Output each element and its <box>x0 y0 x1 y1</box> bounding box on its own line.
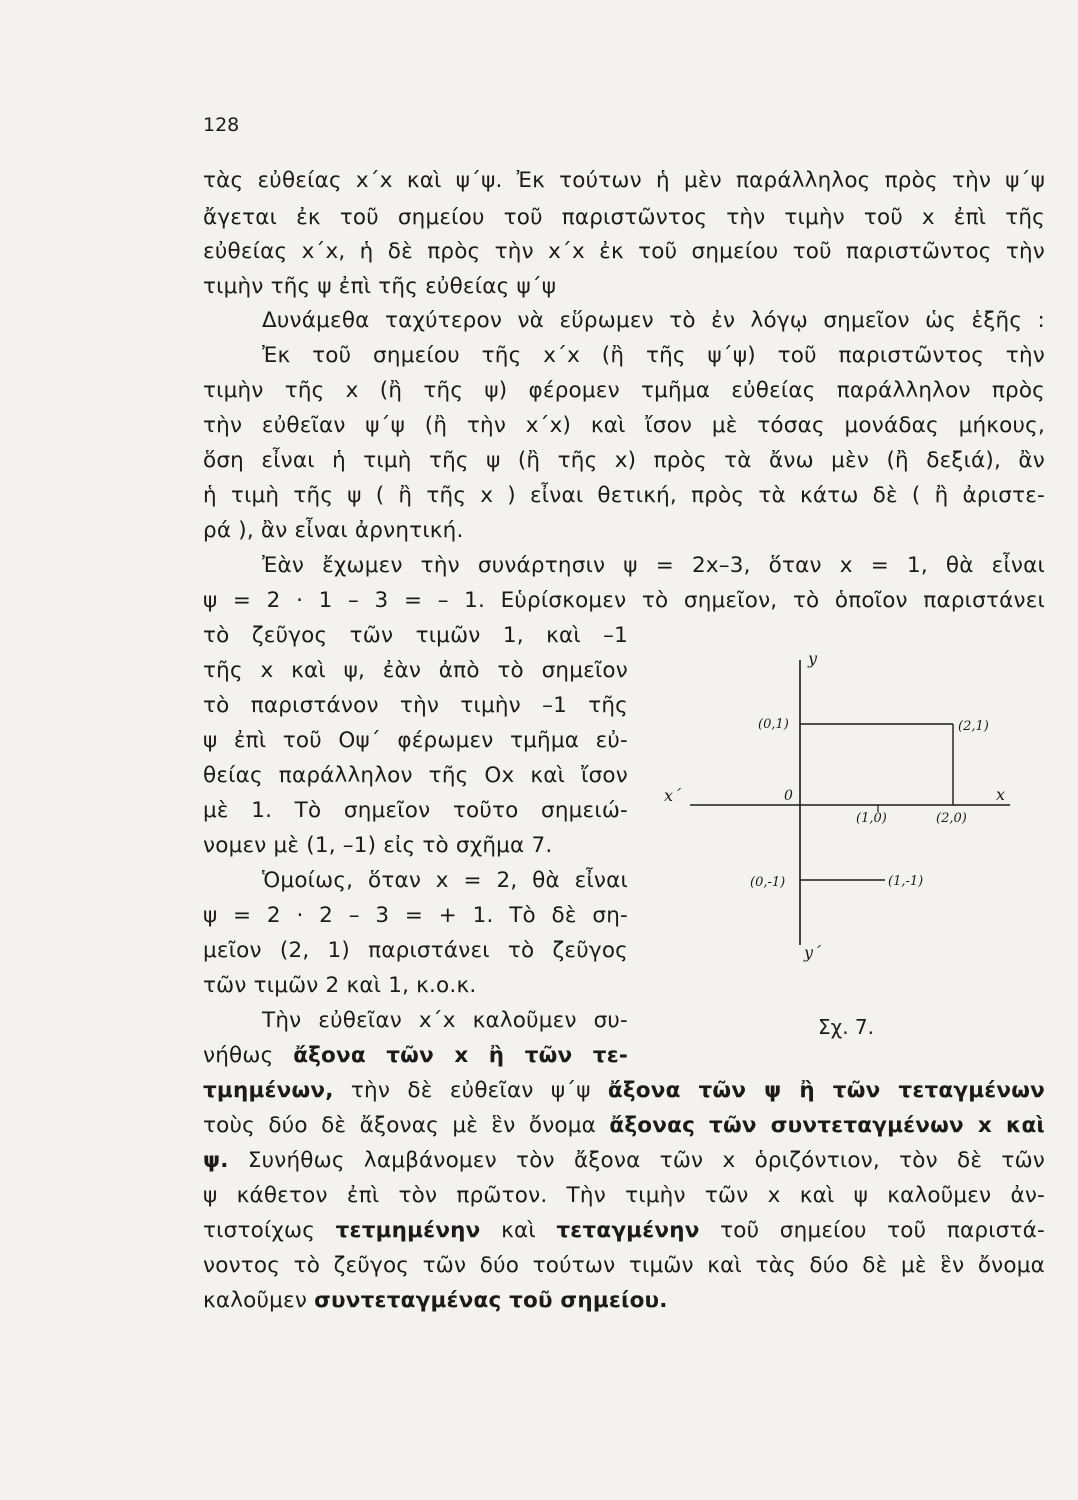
text-run: καλοῦμεν <box>203 1288 315 1313</box>
label-x-prime: x΄ <box>664 786 682 805</box>
text-line: τῆς x καὶ ψ, ἐὰν ἀπὸ τὸ σημεῖον <box>203 658 628 683</box>
text-line: Ἐὰν ἔχωμεν τὴν συνάρτησιν ψ = 2x–3, ὅταν x = 1, θὰ εἶναι <box>262 553 1045 578</box>
text-line: Ὁμοίως, ὅταν x = 2, θὰ εἶναι <box>262 868 628 893</box>
label-point-0-1: (0,1) <box>758 717 789 732</box>
label-point-2-0: (2,0) <box>936 811 967 826</box>
text-line: θείας παράλληλον τῆς Οx καὶ ἴσον <box>203 763 628 788</box>
figure-caption: Σχ. 7. <box>818 1015 874 1039</box>
text-line: ἄγεται ἐκ τοῦ σημείου τοῦ παριστῶντος τὴν τιμὴν τοῦ x ἐπὶ τῆς <box>203 205 1045 230</box>
text-line: τιμὴν τῆς ψ ἐπὶ τῆς εὐθείας ψ΄ψ <box>203 274 557 299</box>
text-line <box>203 1076 1045 1106</box>
label-origin: 0 <box>784 788 793 804</box>
text-line <box>203 1041 628 1071</box>
text-run: τιστοίχως <box>203 1218 336 1243</box>
text-line: ὅση εἶναι ἡ τιμὴ τῆς ψ (ἢ τῆς x) πρὸς τὰ ἄνω μὲν (ἢ δεξιά), ἂν <box>203 448 1045 473</box>
coordinate-figure <box>650 640 1030 970</box>
text-line: ψ κάθετον ἐπὶ τὸν πρῶτον. Τὴν τιμὴν τῶν x καὶ ψ καλοῦμεν ἀν- <box>203 1183 1045 1208</box>
bold-term: ἄξονα τῶν ψ ἢ τῶν τεταγμένων <box>607 1078 1045 1103</box>
page-number: 128 <box>203 114 240 136</box>
text-line: ἡ τιμὴ τῆς ψ ( ἢ τῆς x ) εἶναι θετική, πρὸς τὰ κάτω δὲ ( ἢ ἀριστε- <box>203 483 1045 508</box>
text-line: ψ ἐπὶ τοῦ Οψ΄ φέρωμεν τμῆμα εὐ- <box>203 728 628 753</box>
label-point-2-1: (2,1) <box>958 719 989 734</box>
text-run: τοὺς δύο δὲ ἄξονας μὲ ἓν ὄνομα <box>203 1113 610 1138</box>
text-run: τὴν δὲ εὐθεῖαν ψ΄ψ <box>333 1078 608 1103</box>
bold-term: ἄξονα τῶν x ἢ τῶν τε- <box>293 1043 628 1068</box>
text-line: τὸ ζεῦγος τῶν τιμῶν 1, καὶ –1 <box>203 623 628 648</box>
text-line: Δυνάμεθα ταχύτερον νὰ εὕρωμεν τὸ ἐν λόγῳ σημεῖον ὡς ἑξῆς : <box>262 308 1045 333</box>
label-point-0-m1: (0,-1) <box>750 875 786 890</box>
label-point-1-m1: (1,-1) <box>888 874 924 889</box>
text-line: εὐθείας x΄x, ἡ δὲ πρὸς τὴν x΄x ἐκ τοῦ σημείου τοῦ παριστῶντος τὴν <box>203 239 1045 264</box>
text-line: τὸ παριστάνον τὴν τιμὴν –1 τῆς <box>203 693 628 718</box>
text-line <box>203 1111 1045 1141</box>
text-line <box>203 1286 668 1316</box>
label-y: y <box>808 649 818 668</box>
bold-term: τεταγμένην <box>556 1218 700 1243</box>
bold-term: τμημένων, <box>203 1078 334 1103</box>
bold-term: ψ. <box>203 1148 229 1173</box>
text-line: Ἐκ τοῦ σημείου τῆς x΄x (ἢ τῆς ψ΄ψ) τοῦ παριστῶντος τὴν <box>262 343 1045 368</box>
text-line <box>203 1146 1045 1176</box>
text-run: νήθως <box>203 1043 294 1068</box>
text-line: ψ = 2 · 2 – 3 = + 1. Τὸ δὲ ση- <box>203 903 628 928</box>
text-run: Συνήθως λαμβάνομεν τὸν ἄξονα τῶν x ὁριζόντιον, τὸν δὲ τῶν <box>228 1148 1045 1173</box>
text-line: τὴν εὐθεῖαν ψ΄ψ (ἢ τὴν x΄x) καὶ ἴσον μὲ τόσας μονάδας μήκους, <box>203 413 1045 438</box>
text-line: Τὴν εὐθεῖαν x΄x καλοῦμεν συ- <box>262 1008 628 1033</box>
text-run: τοῦ σημείου τοῦ παριστά- <box>699 1218 1045 1243</box>
text-run: καὶ <box>480 1218 557 1243</box>
text-line: τιμὴν τῆς x (ἢ τῆς ψ) φέρομεν τμῆμα εὐθείας παράλληλον πρὸς <box>203 378 1045 403</box>
text-line: μὲ 1. Τὸ σημεῖον τοῦτο σημειώ- <box>203 798 628 823</box>
text-line: νομεν μὲ (1, –1) εἰς τὸ σχῆμα 7. <box>203 833 553 858</box>
text-line: τὰς εὐθείας x΄x καὶ ψ΄ψ. Ἐκ τούτων ἡ μὲν παράλληλος πρὸς τὴν ψ΄ψ <box>203 168 1045 193</box>
text-line: ρά ), ἂν εἶναι ἀρνητική. <box>203 518 464 543</box>
label-y-prime: y΄ <box>804 943 822 962</box>
text-line: τῶν τιμῶν 2 καὶ 1, κ.ο.κ. <box>203 973 477 998</box>
bold-term: συντεταγμένας τοῦ σημείου. <box>314 1288 668 1313</box>
label-point-1-0: (1,0) <box>856 811 887 826</box>
text-line: μεῖον (2, 1) παριστάνει τὸ ζεῦγος <box>203 938 628 963</box>
label-x: x <box>996 785 1006 804</box>
text-line: νοντος τὸ ζεῦγος τῶν δύο τούτων τιμῶν καὶ τὰς δύο δὲ μὲ ἓν ὄνομα <box>203 1253 1045 1278</box>
bold-term: τετμημένην <box>335 1218 481 1243</box>
text-line <box>203 1216 1045 1246</box>
text-line: ψ = 2 · 1 – 3 = – 1. Εὑρίσκομεν τὸ σημεῖον, τὸ ὁποῖον παριστάνει <box>203 588 1045 613</box>
bold-term: ἄξονας τῶν συντεταγμένων x καὶ <box>609 1113 1046 1138</box>
